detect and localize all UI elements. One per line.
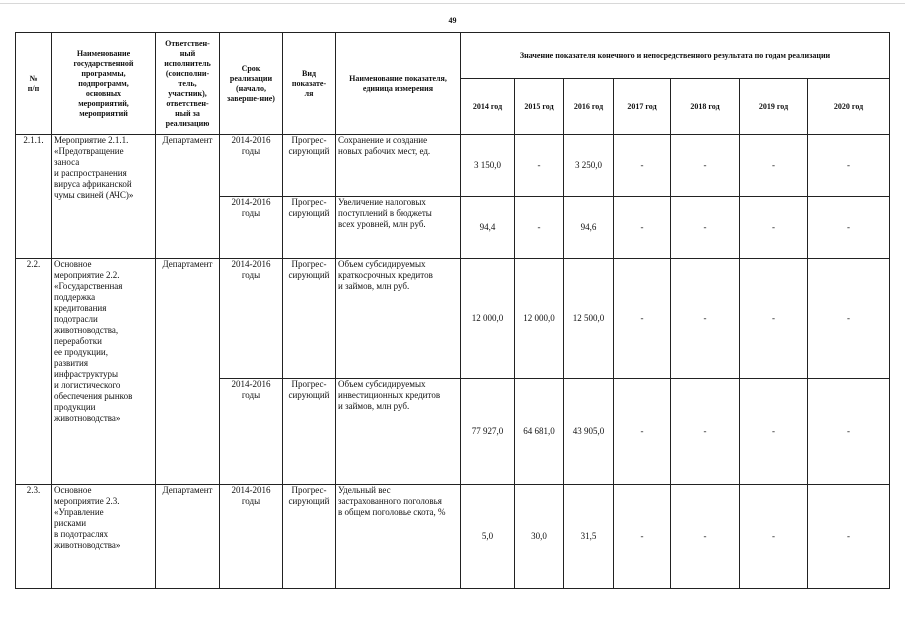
value-cell: 12 500,0 xyxy=(564,259,614,379)
value-cell: - xyxy=(671,379,740,485)
value-cell: - xyxy=(671,259,740,379)
row-num: 2.3. xyxy=(16,485,52,589)
value-cell: 31,5 xyxy=(564,485,614,589)
header-executor: Ответствен- ный исполнитель (соисполни- тель, участник), ответствен- ный за реализацию xyxy=(156,33,220,135)
value-cell: - xyxy=(671,485,740,589)
value-cell: 12 000,0 xyxy=(515,259,564,379)
table-row xyxy=(16,259,890,379)
row-indicator: Объем субсидируемых инвестиционных кредитов и займов, млн руб. xyxy=(336,379,461,485)
header-type: Вид показате- ля xyxy=(283,33,336,135)
value-cell: - xyxy=(740,197,808,259)
page-number: 49 xyxy=(448,16,457,25)
row-name: Основное мероприятие 2.3. «Управление рисками в подотраслях животноводства» xyxy=(52,485,156,589)
header-year: 2018 год xyxy=(671,79,740,135)
value-cell: - xyxy=(614,485,671,589)
value-cell: 5,0 xyxy=(461,485,515,589)
page-top-border xyxy=(0,3,905,4)
row-indicator: Сохранение и создание новых рабочих мест, ед. xyxy=(336,135,461,197)
row-indicator: Удельный вес застрахованного поголовья в общем поголовье скота, % xyxy=(336,485,461,589)
header-year: 2014 год xyxy=(461,79,515,135)
value-cell: - xyxy=(515,197,564,259)
row-executor: Департамент xyxy=(156,135,220,259)
value-cell: 30,0 xyxy=(515,485,564,589)
header-year: 2015 год xyxy=(515,79,564,135)
row-num: 2.2. xyxy=(16,259,52,485)
value-cell: - xyxy=(740,135,808,197)
value-cell: 12 000,0 xyxy=(461,259,515,379)
row-name: Основное мероприятие 2.2. «Государственная поддержка кредитования подотрасли животноводства, переработки ее продукции, развития инфраструктуры и логистического обеспечения рынков продукции животноводства» xyxy=(52,259,156,485)
row-indicator: Объем субсидируемых краткосрочных кредитов и займов, млн руб. xyxy=(336,259,461,379)
value-cell: - xyxy=(515,135,564,197)
value-cell: 94,4 xyxy=(461,197,515,259)
value-cell: - xyxy=(740,485,808,589)
value-cell: - xyxy=(808,259,890,379)
value-cell: 94,6 xyxy=(564,197,614,259)
value-cell: - xyxy=(671,197,740,259)
header-year: 2020 год xyxy=(808,79,890,135)
value-cell: - xyxy=(614,197,671,259)
row-term: 2014-2016 годы xyxy=(220,197,283,259)
table-row xyxy=(16,135,890,197)
value-cell: - xyxy=(671,135,740,197)
row-type: Прогрес- сирующий xyxy=(283,485,336,589)
row-type: Прогрес- сирующий xyxy=(283,259,336,379)
header-values-group: Значение показателя конечного и непосредственного результата по годам реализации xyxy=(461,33,890,79)
value-cell: - xyxy=(740,379,808,485)
value-cell: 3 250,0 xyxy=(564,135,614,197)
value-cell: 43 905,0 xyxy=(564,379,614,485)
row-type: Прогрес- сирующий xyxy=(283,379,336,485)
value-cell: - xyxy=(740,259,808,379)
row-term: 2014-2016 годы xyxy=(220,379,283,485)
header-term: Срок реализации (начало, заверше-ние) xyxy=(220,33,283,135)
value-cell: - xyxy=(614,135,671,197)
value-cell: - xyxy=(808,485,890,589)
header-year: 2016 год xyxy=(564,79,614,135)
value-cell: - xyxy=(614,379,671,485)
header-row-1 xyxy=(16,33,890,79)
value-cell: 64 681,0 xyxy=(515,379,564,485)
row-executor: Департамент xyxy=(156,259,220,485)
header-num: № п/п xyxy=(16,33,52,135)
value-cell: - xyxy=(808,135,890,197)
header-year: 2019 год xyxy=(740,79,808,135)
header-year: 2017 год xyxy=(614,79,671,135)
indicators-table xyxy=(15,32,890,589)
header-indicator: Наименование показателя, единица измерения xyxy=(336,33,461,135)
value-cell: - xyxy=(808,197,890,259)
value-cell: - xyxy=(614,259,671,379)
value-cell: 3 150,0 xyxy=(461,135,515,197)
row-name: Мероприятие 2.1.1. «Предотвращение заноса и распространения вируса африканской чумы свиней (АЧС)» xyxy=(52,135,156,259)
row-term: 2014-2016 годы xyxy=(220,259,283,379)
row-term: 2014-2016 годы xyxy=(220,135,283,197)
header-program: Наименование государственной программы, подпрограмм, основных мероприятий, мероприятий xyxy=(52,33,156,135)
value-cell: - xyxy=(808,379,890,485)
row-executor: Департамент xyxy=(156,485,220,589)
row-term: 2014-2016 годы xyxy=(220,485,283,589)
row-num: 2.1.1. xyxy=(16,135,52,259)
row-type: Прогрес- сирующий xyxy=(283,197,336,259)
row-indicator: Увеличение налоговых поступлений в бюджеты всех уровней, млн руб. xyxy=(336,197,461,259)
table-row xyxy=(16,485,890,589)
value-cell: 77 927,0 xyxy=(461,379,515,485)
row-type: Прогрес- сирующий xyxy=(283,135,336,197)
